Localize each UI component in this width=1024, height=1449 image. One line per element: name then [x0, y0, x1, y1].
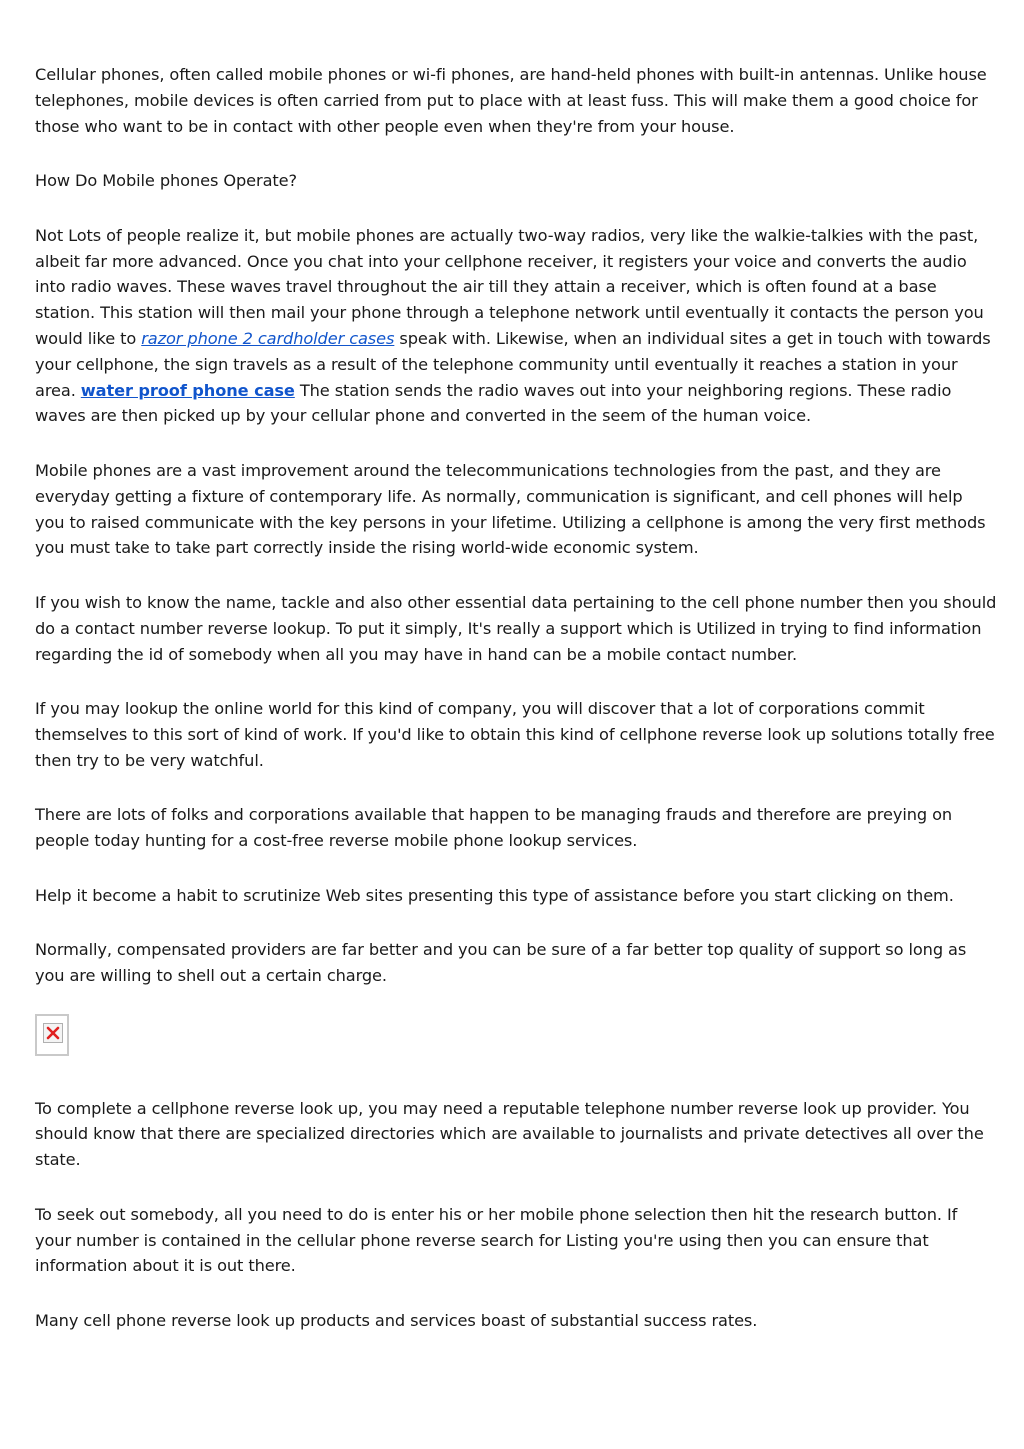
paragraph-improvement: Mobile phones are a vast improvement around the telecommunications technologies from the past, and they are everyday getting a fixture of contemporary life. As normally, communication is significant, and cell phones will help you to raised communicate with the key persons in your lifetime. Utilizing a cellphone is among the very first methods you must take to take part correctly inside the rising world-wide economic system.	[35, 460, 986, 558]
water-proof-phone-case-link[interactable]: water proof phone case	[80, 380, 295, 400]
paragraph-reverse-lookup: If you wish to know the name, tackle and also other essential data pertaining to the cell phone number then you should do a contact number reverse lookup. To put it simply, It's really a support which is Utilized in trying to find information regarding the id of somebody when all you may have in hand can be a mobile contact number.	[35, 592, 997, 664]
document-body	[35, 62, 997, 1363]
paragraph-online-search: If you may lookup the online world for this kind of company, you will discover that a lot of corporations commit themselves to this sort of kind of work. If you'd like to obtain this kind of cellphone reverse look up solutions totally free then try to be very watchful.	[35, 699, 995, 770]
paragraph-text: The station sends the radio waves out into your neighboring regions. These radio waves are then picked up by your cellular phone and converted in the seem of the human voice.	[35, 380, 952, 426]
paragraph-seek-out: To seek out somebody, all you need to do is enter his or her mobile phone selection then hit the research button. If your number is contained in the cellular phone reverse search for Listing you're using then you can ensure that information about it is out there.	[35, 1204, 958, 1276]
broken-image-icon	[35, 1014, 69, 1056]
broken-image-frame	[43, 1023, 63, 1043]
paragraph-frauds: There are lots of folks and corporations available that happen to be managing frauds and therefore are preying on people today hunting for a cost-free reverse mobile phone lookup services.	[35, 805, 953, 851]
paragraph-text: Not Lots of people realize it, but mobile phones are actually two-way radios, very like the walkie-talkies with the past, albeit far more advanced. Once you chat into your cellphone receiver, it registers your voice and converts the audio into radio waves. These waves travel throughout the air till they attain a receiver, which is often found at a base station. This station will then mail your phone through a telephone network until eventually it contacts the person you would like to	[35, 225, 984, 348]
paragraph-heading-how-phones-operate: How Do Mobile phones Operate?	[35, 171, 298, 191]
paragraph-how-it-works	[35, 223, 997, 429]
razor-phone-cases-link[interactable]: razor phone 2 cardholder cases	[141, 328, 395, 348]
paragraph-habit: Help it become a habit to scrutinize Web sites presenting this type of assistance before you start clicking on them.	[35, 885, 954, 905]
paragraph-text: speak with. Likewise, when an individual sites a get in touch with towards your cellphone, the sign travels as a result of the telephone community until eventually it reaches a station in your area.	[35, 328, 991, 400]
paragraph-complete-lookup: To complete a cellphone reverse look up, you may need a reputable telephone number reverse look up provider. You should know that there are specialized directories which are available to journalists and private detectives all over the state.	[35, 1098, 984, 1170]
close-icon	[44, 1024, 62, 1042]
paragraph-paid-providers: Normally, compensated providers are far better and you can be sure of a far better top quality of support so long as you are willing to shell out a certain charge.	[35, 940, 967, 986]
paragraph-success-rates: Many cell phone reverse look up products and services boast of substantial success rates.	[35, 1311, 758, 1331]
paragraph-intro: Cellular phones, often called mobile phones or wi-fi phones, are hand-held phones with built-in antennas. Unlike house telephones, mobile devices is often carried from put to place with at least fuss. This will make them a good choice for those who want to be in contact with other people even when they're from your house.	[35, 65, 987, 136]
